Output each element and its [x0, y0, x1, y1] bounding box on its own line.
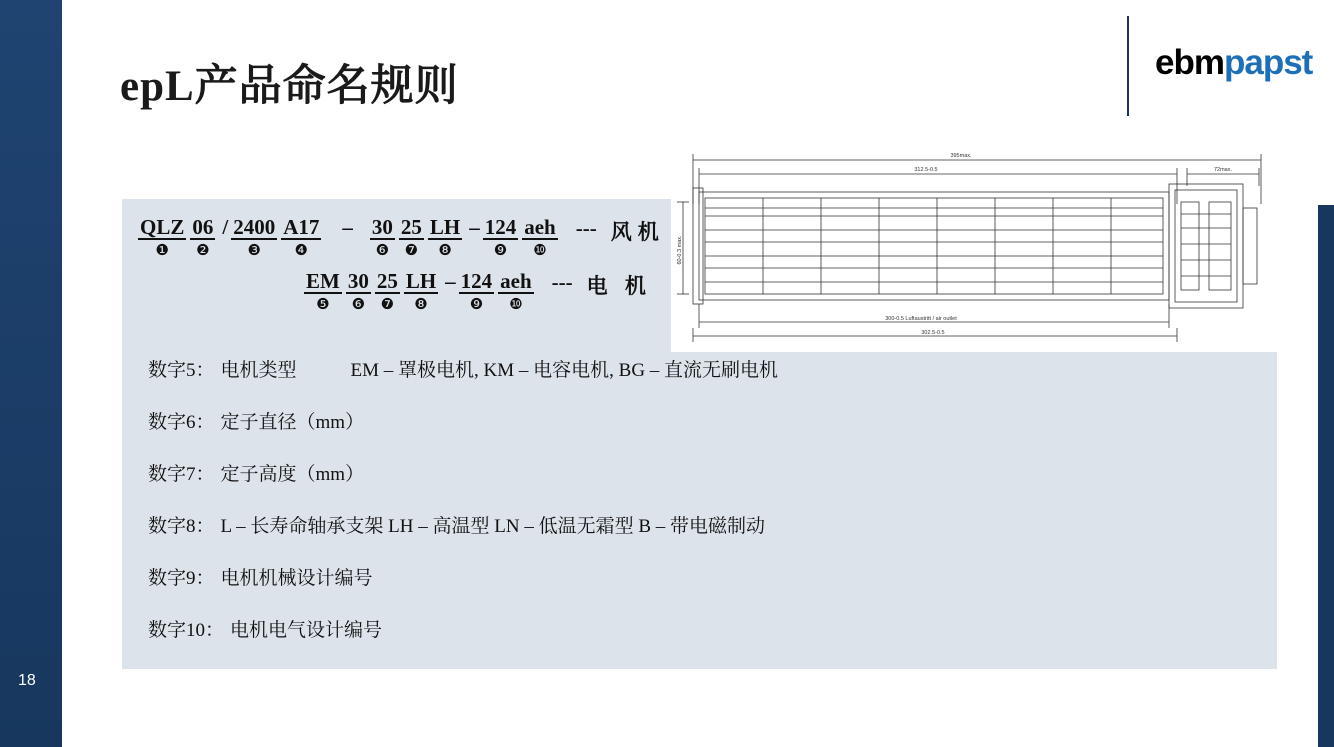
desc-5-label: 数字5：: [148, 360, 215, 381]
desc-item-9: [148, 563, 1148, 590]
token-motor-lh-text: LH: [405, 269, 437, 293]
desc-10-label: 数字10：: [148, 620, 225, 641]
drawing-dim-outlet: 300-0.5 Luftaustritt / air outlet: [885, 316, 957, 322]
page-title: epL产品命名规则: [120, 63, 459, 110]
drawing-dim-body: 312.5-0.5: [914, 167, 938, 173]
token-06-num: ❷: [196, 241, 210, 259]
token-motor-lh-num: ❽: [414, 295, 428, 313]
token-fan-25-num: ❼: [404, 241, 419, 259]
token-qlz-num: ❶: [155, 241, 169, 259]
token-motor-25-text: 25: [376, 269, 398, 293]
page-number: 18: [18, 672, 36, 689]
token-em-num: ❺: [316, 295, 330, 313]
token-motor-124-text: 124: [460, 269, 493, 293]
drawing-dim-bottom: 302.5-0.5: [921, 330, 945, 336]
token-motor-aeh: [498, 270, 534, 312]
product-technical-drawing: [671, 144, 1277, 352]
token-motor-25-num: ❼: [380, 295, 395, 313]
token-fan-aeh-num: ❿: [533, 241, 547, 259]
token-fan-124-text: 124: [484, 215, 517, 239]
token-dash-1: –: [342, 215, 353, 239]
desc-7-label: 数字7：: [148, 464, 215, 485]
token-a17: [281, 216, 321, 258]
drawing-dim-total: 395max.: [950, 153, 972, 159]
token-fan-aeh: [522, 216, 558, 258]
desc-9-label: 数字9：: [148, 568, 215, 589]
naming-row-motor: [138, 270, 668, 312]
token-fan-25: [399, 216, 424, 258]
token-fan-lh-text: LH: [429, 215, 461, 239]
token-2400-text: 2400: [233, 215, 276, 239]
right-accent-band: [1318, 205, 1334, 747]
naming-row-fan: [138, 216, 668, 258]
desc-item-10: [148, 615, 1148, 642]
token-dash-3: –: [445, 269, 456, 293]
token-em: [304, 270, 342, 312]
token-slash: /: [222, 215, 229, 239]
token-a17-text: A17: [283, 215, 320, 239]
token-2400-num: ❸: [247, 241, 261, 259]
token-fan-lh-num: ❽: [438, 241, 452, 259]
token-fan-124-num: ❾: [493, 241, 508, 259]
logo-divider-rule: [1127, 16, 1129, 116]
token-motor-124: [459, 270, 495, 312]
token-fan-aeh-text: aeh: [524, 215, 556, 239]
token-motor-25: [375, 270, 400, 312]
token-fan-lh: [428, 216, 462, 258]
left-accent-band-gradient: [0, 0, 62, 747]
token-motor-aeh-text: aeh: [500, 269, 532, 293]
token-dash-2: –: [469, 215, 480, 239]
desc-5-extra: EM – 罩极电机, KM – 电容电机, BG – 直流无刷电机: [350, 360, 779, 381]
token-motor-124-num: ❾: [469, 295, 484, 313]
desc-8-value: L – 长寿命轴承支架 LH – 高温型 LN – 低温无霜型 B – 带电磁制动: [220, 516, 765, 537]
desc-item-6: [148, 407, 1148, 434]
desc-8-label: 数字8：: [148, 516, 215, 537]
brand-logo: [1155, 43, 1312, 83]
token-fan-30-num: ❻: [375, 241, 390, 259]
token-motor-aeh-num: ❿: [509, 295, 523, 313]
desc-6-label: 数字6：: [148, 412, 215, 433]
token-06: [190, 216, 215, 258]
naming-code-block: [138, 216, 668, 312]
token-qlz-text: QLZ: [140, 215, 185, 239]
drawing-dim-right: 72max.: [1213, 167, 1233, 173]
desc-10-value: 电机电气设计编号: [230, 620, 383, 641]
token-a17-num: ❹: [294, 241, 309, 259]
token-em-text: EM: [306, 269, 340, 293]
desc-item-5: [148, 355, 1148, 382]
fan-tail-label: 风机: [610, 220, 665, 244]
token-motor-30-text: 30: [347, 269, 369, 293]
token-06-text: 06: [192, 215, 214, 239]
desc-9-value: 电机机械设计编号: [220, 568, 373, 589]
desc-7-value: 定子高度（mm）: [220, 464, 365, 485]
token-motor-30-num: ❻: [351, 295, 366, 313]
drawing-svg: [671, 144, 1277, 352]
desc-item-8: [148, 511, 1148, 538]
fan-tail-dashes: ---: [575, 216, 597, 240]
token-fan-30-text: 30: [371, 215, 393, 239]
desc-item-7: [148, 459, 1148, 486]
logo-text-ebm: ebm: [1155, 43, 1224, 82]
token-2400: [231, 216, 277, 258]
token-fan-25-text: 25: [400, 215, 422, 239]
motor-tail-dashes: ---: [551, 270, 573, 294]
token-fan-124: [483, 216, 519, 258]
logo-text-papst: papst: [1223, 43, 1313, 82]
drawing-dim-left: 60-0.3 max.: [677, 235, 683, 265]
left-accent-band: [0, 0, 62, 747]
token-motor-30: [346, 270, 371, 312]
desc-5-value: 电机类型: [220, 360, 297, 381]
token-qlz: [138, 216, 186, 258]
token-fan-30: [370, 216, 395, 258]
desc-6-value: 定子直径（mm）: [220, 412, 365, 433]
motor-tail-label: 电 机: [586, 274, 652, 298]
token-motor-lh: [404, 270, 438, 312]
